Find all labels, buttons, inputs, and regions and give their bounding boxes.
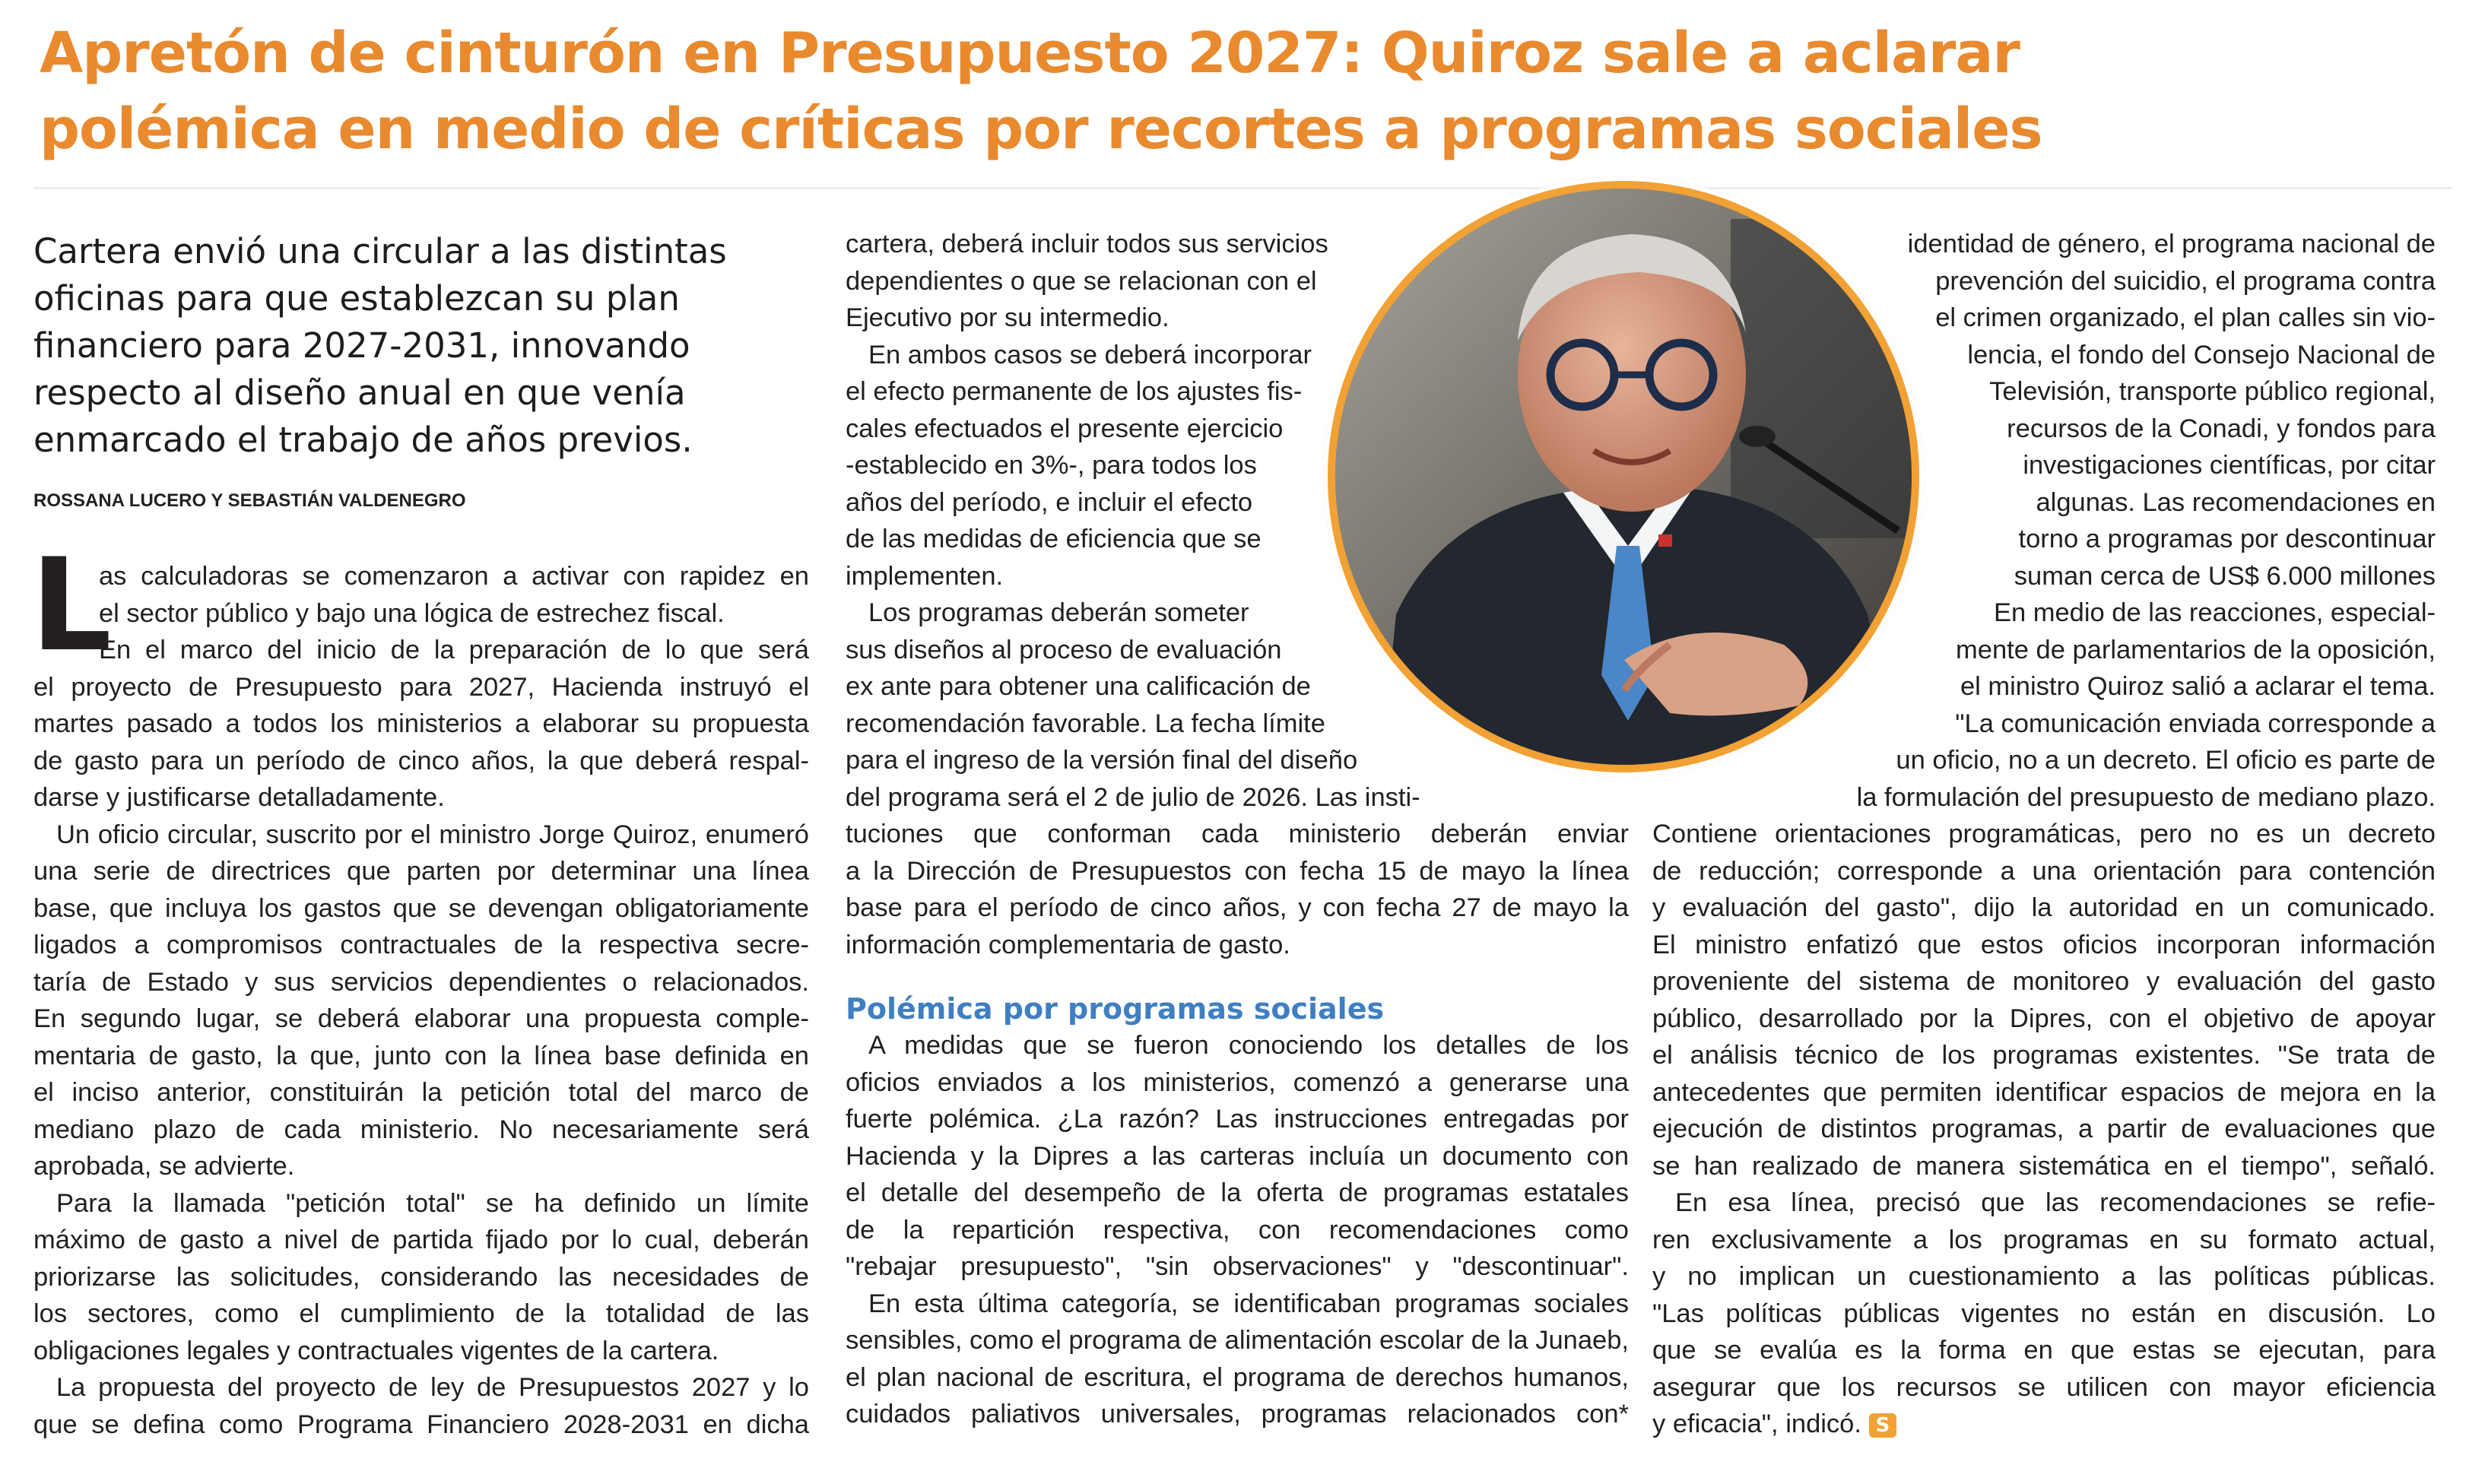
text-line: priorizarse las solicitudes, considerando las necesidades de [33, 1262, 809, 1292]
text-line: Para la llamada "petición total" se ha definido un límite [56, 1188, 809, 1218]
text-line: Los programas deberán someter [868, 598, 1249, 627]
text-line: el análisis técnico de los programas existentes. "Se trata de [1652, 1041, 2436, 1070]
text-line: y evaluación del gasto", dijo la autoridad en un comunicado. [1652, 893, 2436, 922]
text-line: suman cerca de US$ 6.000 millones [2014, 561, 2436, 591]
text-line: que se defina como Programa Financiero 2028-2031 en dicha [33, 1409, 809, 1439]
lead-line: enmarcado el trabajo de años previos. [33, 420, 693, 460]
text-line: algunas. Las recomendaciones en [2036, 487, 2436, 517]
column-1 [33, 558, 809, 1443]
text-line: El ministro enfatizó que estos oficios incorporan información [1652, 930, 2436, 959]
text-line: cuidados paliativos universales, programas relacionados con* [846, 1400, 1629, 1429]
text-line: torno a programas por descontinuar [2018, 525, 2436, 553]
text-line: el ministro Quiroz salió a aclarar el tema. [1960, 672, 2436, 701]
text-line: sensibles, como el programa de alimentación escolar de la Junaeb, [846, 1326, 1629, 1355]
text-line: obligaciones legales y contractuales vigentes de la cartera. [33, 1336, 719, 1365]
text-line: un oficio, no a un decreto. El oficio es parte de [1896, 746, 2436, 775]
text-line: que se evalúa es la forma en que estas se ejecutan, para [1652, 1336, 2436, 1365]
text-line: identidad de género, el programa nacional de [1907, 230, 2436, 258]
text-line: ejecución de distintos programas, a partir de evaluaciones que [1652, 1115, 2436, 1143]
publication-logo-icon: S [1869, 1413, 1896, 1438]
text-line: mente de parlamentarios de la oposición, [1956, 635, 2436, 664]
text-line: prevención del suicidio, el programa contra [1935, 266, 2436, 296]
minister-photo [1335, 189, 1912, 765]
text-line: el crimen organizado, el plan calles sin vio- [1935, 303, 2436, 332]
text-line: y no implican un cuestionamiento a las políticas públicas. [1652, 1262, 2436, 1291]
text-line: proveniente del sistema de monitoreo y evaluación del gasto [1652, 967, 2436, 996]
lead-line: Cartera envió una circular a las distintas [33, 231, 727, 271]
text-line: "La comunicación enviada corresponde a [1955, 709, 2436, 738]
text-line: el inciso anterior, constituirán la petición total del marco de [33, 1078, 809, 1107]
text-line: y eficacia", indicó. [1652, 1409, 1861, 1438]
text-line: "rebajar presupuesto", "sin observaciones" y "descontinuar". [846, 1252, 1629, 1281]
text-line: En medio de las reacciones, especial- [1993, 598, 2436, 627]
text-line: Televisión, transporte público regional, [1989, 377, 2436, 406]
text-line: La propuesta del proyecto de ley de Presupuestos 2027 y lo [56, 1373, 809, 1402]
text-line: -establecido en 3%-, para todos los [846, 451, 1257, 480]
text-line: "Las políticas públicas vigentes no están en discusión. Lo [1652, 1298, 2436, 1328]
text-line: el detalle del desempeño de la oferta de programas estatales [846, 1178, 1629, 1207]
text-line: fuerte polémica. ¿La razón? Las instrucciones entregadas por [846, 1105, 1629, 1134]
text-line: público, desarrollado por la Dipres, con el objetivo de apoyar [1652, 1004, 2436, 1033]
text-line: ligados a compromisos contractuales de la respectiva secre- [33, 931, 809, 959]
headline-line-2: polémica en medio de críticas por recortes a programas sociales [40, 97, 2042, 162]
text-line: martes pasado a todos los ministerios a elaborar su propuesta [33, 709, 809, 738]
text-line: taría de Estado y sus servicios dependientes o relacionados. [33, 967, 809, 997]
text-line: darse y justificarse detalladamente. [33, 783, 445, 812]
text-line: una serie de directrices que parten por determinar una línea [33, 857, 809, 886]
text-line: oficios enviados a los ministerios, comenzó a generarse una [846, 1067, 1629, 1097]
text-line: la formulación del presupuesto de mediano plazo. [1856, 782, 2436, 812]
minister-portrait-image [1335, 189, 1912, 765]
text-line: Hacienda y la Dipres a las carteras incluía un documento con [846, 1141, 1629, 1171]
text-line: En esa línea, precisó que las recomendaciones se refie- [1675, 1188, 2436, 1217]
text-line: cales efectuados el presente ejercicio [846, 414, 1284, 443]
text-line: el plan nacional de escritura, el programa de derechos humanos, [846, 1362, 1629, 1392]
text-line: del programa será el 2 de julio de 2026. Las insti- [846, 782, 1420, 812]
photo-frame [1323, 176, 1924, 777]
text-line: implementen. [846, 561, 1004, 591]
lead-line: respecto al diseño anual en que venía [33, 373, 686, 413]
text-line: Un oficio circular, suscrito por el ministro Jorge Quiroz, enumeró [56, 820, 809, 849]
text-line: recursos de la Conadi, y fondos para [2007, 414, 2436, 443]
text-line: cartera, deberá incluir todos sus servicios [846, 230, 1328, 258]
text-line: el proyecto de Presupuesto para 2027, Hacienda instruyó el [33, 672, 809, 702]
text-line: Ejecutivo por su intermedio. [846, 303, 1170, 332]
lead-line: financiero para 2027-2031, innovando [33, 325, 690, 366]
drop-cap: L [30, 531, 113, 680]
headline-divider [33, 187, 2452, 189]
text-line: as calculadoras se comenzaron a activar con rapidez en [99, 562, 809, 591]
text-line: En segundo lugar, se deberá elaborar una propuesta comple- [33, 1004, 809, 1033]
text-line: para el ingreso de la versión final del diseño [846, 746, 1358, 775]
text-line: base, que incluya los gastos que se devengan obligatoriamente [33, 893, 809, 923]
headline-line-1: Apretón de cinturón en Presupuesto 2027: Quiroz sale a aclarar [40, 21, 2020, 86]
text-line: los sectores, como el cumplimiento de la totalidad de las [33, 1299, 809, 1328]
text-line: máximo de gasto a nivel de partida fijado por lo cual, deberán [33, 1226, 809, 1254]
text-line: ex ante para obtener una calificación de [846, 672, 1311, 701]
text-line: dependientes o que se relacionan con el [846, 266, 1317, 296]
text-line: En el marco del inicio de la preparación de lo que será [99, 636, 809, 664]
text-line: antecedentes que permiten identificar espacios de mejora en la [1652, 1077, 2436, 1107]
text-line: de la repartición respectiva, con recomendaciones como [846, 1215, 1629, 1245]
text-line: de reducción; corresponde a una orientación para contención [1652, 856, 2436, 886]
text-line: aprobada, se advierte. [33, 1152, 295, 1181]
text-line: recomendación favorable. La fecha límite [846, 709, 1325, 738]
text-line: Contiene orientaciones programáticas, pero no es un decreto [1652, 820, 2436, 848]
text-line: base para el período de cinco años, y con fecha 27 de mayo la [846, 893, 1629, 922]
text-line: mentaria de gasto, la que, junto con la línea base definida en [33, 1041, 809, 1070]
text-line: información complementaria de gasto. [846, 930, 1290, 959]
text-line: años del período, e incluir el efecto [846, 487, 1253, 517]
lead-line: oficinas para que establezcan su plan [33, 278, 680, 319]
headline [40, 15, 2093, 167]
text-line: lencia, el fondo del Consejo Nacional de [1967, 340, 2436, 369]
text-line: tuciones que conforman cada ministerio deberán enviar [846, 820, 1629, 848]
text-line-final [1652, 1406, 2436, 1443]
text-line: el efecto permanente de los ajustes fis- [846, 377, 1303, 406]
text-line: a la Dirección de Presupuestos con fecha 15 de mayo la línea [846, 856, 1629, 886]
byline: ROSSANA LUCERO Y SEBASTIÁN VALDENEGRO [33, 490, 466, 511]
text-line: de gasto para un período de cinco años, la que deberá respal- [33, 746, 809, 775]
text-line: asegurar que los recursos se utilicen con mayor eficiencia [1652, 1372, 2436, 1402]
text-line: sus diseños al proceso de evaluación [846, 635, 1282, 664]
text-line: investigaciones científicas, por citar [2023, 451, 2436, 480]
text-line: ren exclusivamente a los programas en su formato actual, [1652, 1225, 2436, 1254]
text-line: A medidas que se fueron conociendo los detalles de los [868, 1031, 1629, 1060]
text-line: el sector público y bajo una lógica de estrechez fiscal. [99, 598, 725, 628]
text-line: En ambos casos se deberá incorporar [868, 340, 1312, 369]
text-line: En esta última categoría, se identificaban programas sociales [868, 1289, 1629, 1318]
text-line: mediano plazo de cada ministerio. No necesariamente será [33, 1115, 809, 1144]
lead-paragraph [33, 228, 817, 464]
text-line: de las medidas de eficiencia que se [846, 525, 1262, 553]
text-line: se han realizado de manera sistemática en el tiempo", señaló. [1652, 1151, 2436, 1181]
section-subheading: Polémica por programas sociales [846, 992, 1385, 1026]
